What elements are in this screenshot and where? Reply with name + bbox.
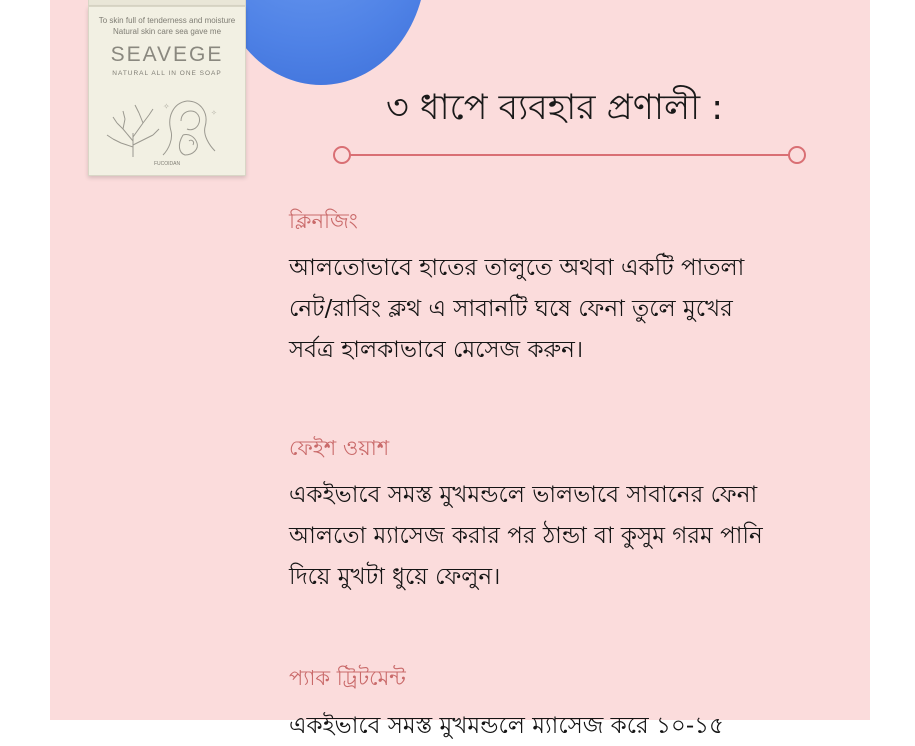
product-brand: SEAVEGE xyxy=(110,43,224,66)
section-heading-cleansing: ক্লিনজিং xyxy=(289,209,358,233)
section-body-face-wash: একইভাবে সমস্ত মুখমন্ডলে ভালভাবে সাবানের ফেনা আলতো ম্যাসেজ করার পর ঠান্ডা বা কুসুম গরম পানি দিয়ে মুখটা ধুয়ে ফেলুন। xyxy=(289,482,763,590)
section-body-pack-treatment: একইভাবে সমস্ত মুখমন্ডলে ম্যাসেজ করে ১০-১৫ xyxy=(289,713,724,739)
product-subtitle: NATURAL ALL IN ONE SOAP xyxy=(112,70,222,77)
title-divider xyxy=(330,143,810,167)
product-tagline-2: Natural skin care sea gave me xyxy=(112,27,222,36)
product-maker: FUCOIDAN xyxy=(153,161,181,167)
page-title: ৩ ধাপে ব্যবহার প্রণালী : xyxy=(386,88,724,128)
svg-text:✧: ✧ xyxy=(211,109,217,117)
product-box-image xyxy=(88,6,246,176)
blue-circle-decoration xyxy=(216,0,426,85)
section-body-cleansing: আলতোভাবে হাতের তালুতে অথবা একটি পাতলা নেট/রাবিং ক্লথ এ সাবানটি ঘষে ফেনা তুলে মুখের সর্বত্র হালকাভাবে মেসেজ করুন। xyxy=(289,255,745,363)
content-panel xyxy=(50,0,870,739)
svg-text:✧: ✧ xyxy=(163,102,170,111)
coral-woman-illustration xyxy=(103,93,231,159)
section-heading-pack-treatment: প্যাক ট্রিটমেন্ট xyxy=(289,666,406,690)
section-heading-face-wash: ফেইশ ওয়াশ xyxy=(289,436,390,460)
product-tagline-1: To skin full of tenderness and moisture xyxy=(98,16,236,25)
